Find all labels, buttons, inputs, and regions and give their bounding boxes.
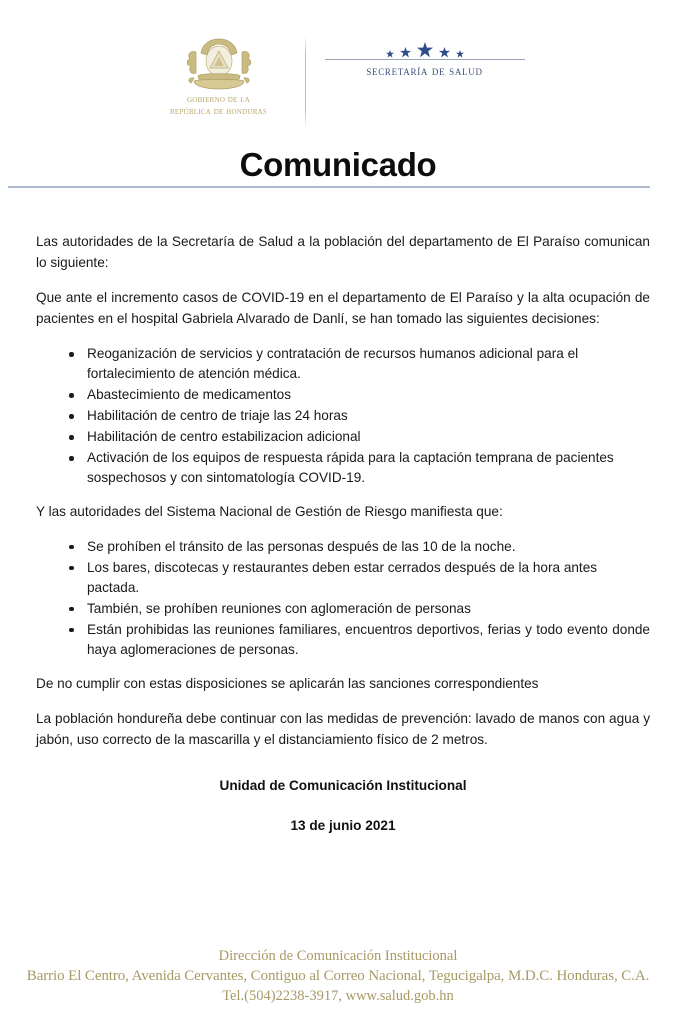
footer-office: Dirección de Comunicación Institucional [218, 948, 458, 964]
gov-caption-line-1: gobierno de la [186, 95, 251, 105]
honduras-coat-of-arms-icon [182, 34, 256, 92]
context-paragraph: Que ante el incremento casos de COVID-19 en el departamento de El Paraíso y la alta ocupación de pacientes en el hospital Gabriela Alvarado de Danlí, se han tomado las siguientes decisiones: [36, 290, 650, 326]
star-icon-1 [386, 50, 394, 58]
government-logo [149, 34, 303, 118]
footer-contact: Tel.(504)2238-3917, www.salud.gob.hn [222, 988, 454, 1004]
star-icon-4 [439, 47, 450, 58]
list-item: También, se prohíben reuniones con aglomeración de personas [69, 599, 650, 619]
page-title: Comunicado [239, 146, 437, 183]
list-item: Habilitación de centro de triaje las 24 horas [69, 406, 650, 426]
title-area [0, 146, 676, 184]
document-body [36, 232, 650, 836]
header-logos [149, 34, 528, 128]
gov-caption-line-2: república de honduras [169, 106, 268, 117]
stars-group [386, 40, 464, 58]
title-divider [8, 186, 650, 188]
secretaria-de-salud-logo [322, 34, 528, 79]
footer-address: Barrio El Centro, Avenida Cervantes, Contiguo al Correo Nacional, Tegucigalpa, M.D.C. Honduras, C.A. [26, 968, 650, 984]
list-item: Activación de los equipos de respuesta rápida para la captación temprana de pacientes sospechosos y con sintomatología COVID-19. [69, 448, 650, 488]
star-icon-2 [400, 47, 411, 58]
signature-block [36, 776, 650, 836]
risk-section-lead: Y las autoridades del Sistema Nacional de Gestión de Riesgo manifiesta que: [36, 504, 503, 519]
government-logo-caption [170, 95, 267, 118]
signature-unit: Unidad de Comunicación Institucional [219, 778, 467, 793]
sanctions-paragraph: De no cumplir con estas disposiciones se aplicarán las sanciones correspondientes [36, 675, 539, 691]
signature-date: 13 de junio 2021 [290, 818, 396, 833]
list-item: Están prohibidas las reuniones familiares, encuentros deportivos, ferias y todo evento donde haya aglomeraciones de personas. [69, 620, 650, 660]
sesal-caption: secretaría de salud [366, 64, 483, 78]
list-item: Habilitación de centro estabilizacion adicional [69, 427, 650, 447]
decisions-list [36, 344, 650, 488]
star-icon-5 [456, 50, 464, 58]
risk-measures-list [36, 537, 650, 660]
sesal-rule [325, 59, 525, 60]
intro-paragraph: Las autoridades de la Secretaría de Salud a la población del departamento de El Paraíso comunican lo siguiente: [36, 234, 650, 270]
list-item: Abastecimiento de medicamentos [69, 385, 650, 405]
prevention-paragraph: La población hondureña debe continuar con las medidas de prevención: lavado de manos con agua y jabón, uso correcto de la mascarilla y el distanciamiento físico de 2 metros. [36, 711, 650, 747]
document-header [0, 0, 676, 140]
list-item: Reoganización de servicios y contratación de recursos humanos adicional para el fortalecimiento de atención médica. [69, 344, 650, 384]
header-divider [305, 36, 306, 128]
list-item: Se prohíben el tránsito de las personas después de las 10 de la noche. [69, 537, 650, 557]
document-footer [0, 946, 676, 1006]
star-icon-3 [417, 42, 433, 58]
list-item: Los bares, discotecas y restaurantes deben estar cerrados después de la hora antes pactada. [69, 558, 650, 598]
